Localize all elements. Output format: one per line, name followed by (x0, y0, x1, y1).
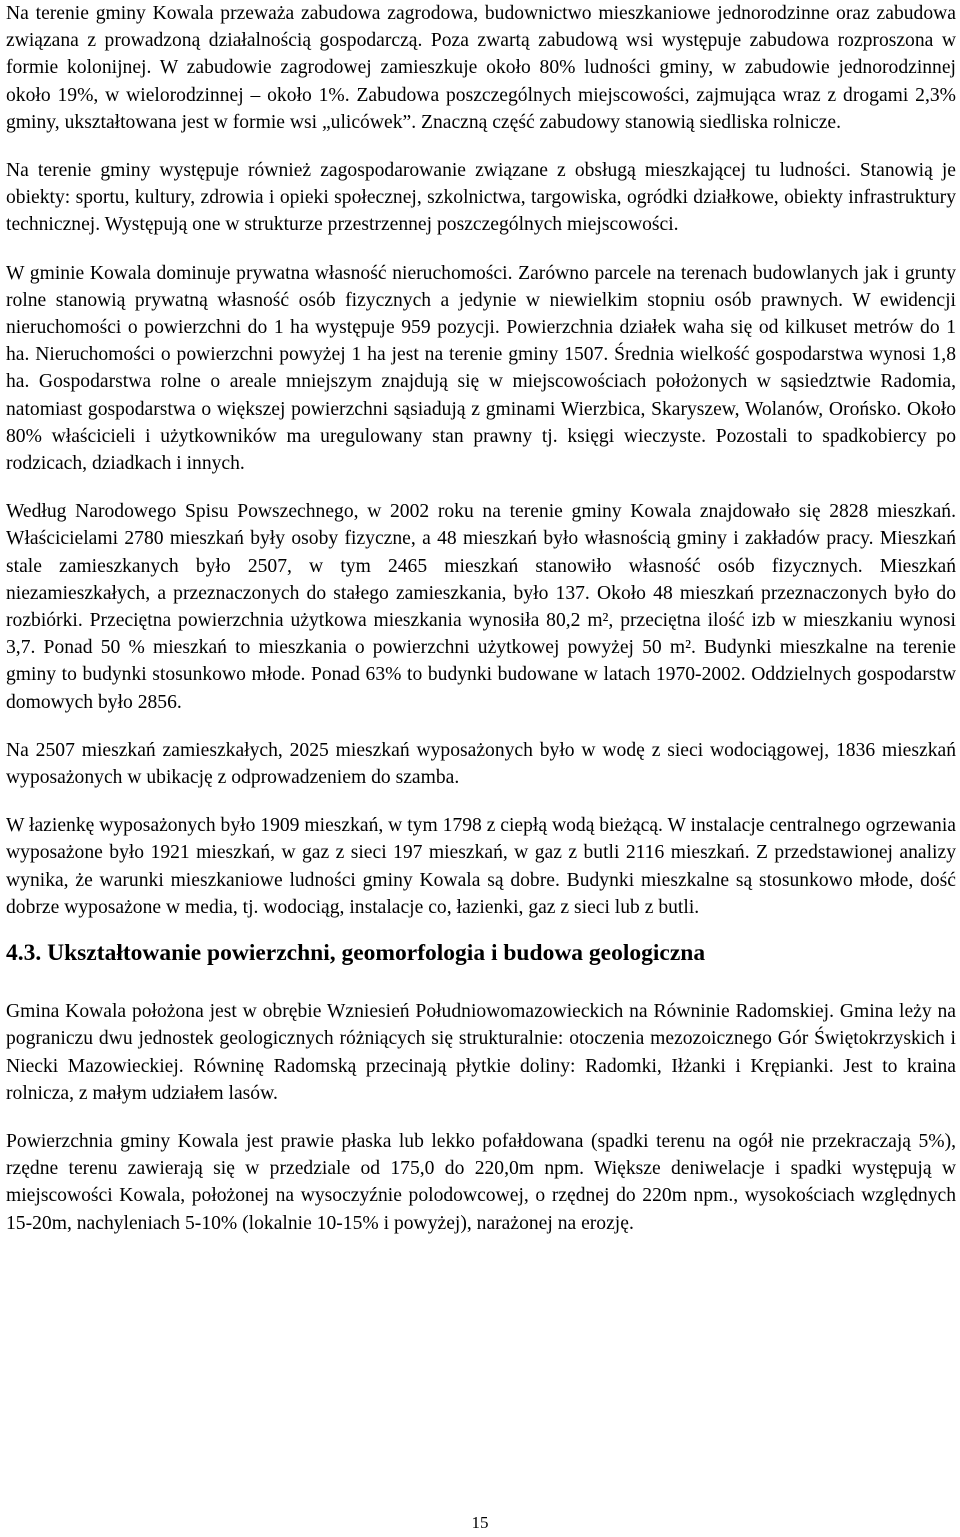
paragraph-wyposazenie: W łazienkę wyposażonych było 1909 mieszkań, w tym 1798 z ciepłą wodą bieżącą. W instalacje centralnego ogrzewania wyposażone było 1921 mieszkań, w gaz z sieci 197 mieszkań, w gaz z butli 2116 mieszkań. Z przedstawionej analizy wynika, że warunki mieszkaniowe ludności gminy Kowala są dobre. Budynki mieszkalne są stosunkowo młode, dość dobrze wyposażone w media, tj. wodociąg, instalacje co, łazienki, gaz z sieci lub z butli. (6, 815, 956, 918)
paragraph-spis-powszechny: Według Narodowego Spisu Powszechnego, w 2002 roku na terenie gminy Kowala znajdowało się 2828 mieszkań. Właścicielami 2780 mieszkań były osoby fizyczne, a 48 mieszkań było własnością gminy i zakładów pracy. Mieszkań stale zamieszkanych było 2507, w tym 2465 mieszkań stanowiło własność osób fizycznych. Mieszkań niezamieszkałych, a przeznaczonych do stałego zamieszkania, było 137. Około 48 mieszkań przeznaczonych było do rozbiórki. Przeciętna powierzchnia użytkowa mieszkania wynosiła 80,2 m², przeciętna ilość izb w mieszkaniu wynosi 3,7. Ponad 50 % mieszkań to mieszkania o powierzchni użytkowej powyżej 50 m². Budynki mieszkalne na terenie gminy to budynki stosunkowo młode. Ponad 63% to budynki budowane w latach 1970-2002. Oddzielnych gospodarstw domowych było 2856. (6, 501, 956, 713)
paragraph-wodociag: Na 2507 mieszkań zamieszkałych, 2025 mieszkań wyposażonych było w wodę z sieci wodociągowej, 1836 mieszkań wyposażonych w ubikację z odprowadzeniem do szamba. (6, 739, 956, 789)
paragraph-zabudowa: Na terenie gminy Kowala przeważa zabudowa zagrodowa, budownictwo mieszkaniowe jednorodzinne oraz zabudowa związana z prowadzoną działalnością gospodarczą. Poza zwartą zabudową wsi występuje zabudowa rozproszona w formie kolonijnej. W zabudowie zagrodowej zamieszkuje około 80% ludności gminy, w zabudowie jednorodzinnej około 19%, w wielorodzinnej – około 1%. Zabudowa poszczególnych miejscowości, zajmująca wraz z drogami 2,3% gminy, ukształtowana jest w formie wsi „ulicówek”. Znaczną część zabudowy stanowią siedliska rolnicze. (6, 3, 956, 133)
paragraph-powierzchnia: Powierzchnia gminy Kowala jest prawie płaska lub lekko pofałdowana (spadki terenu na ogół nie przekraczają 5%), rzędne terenu zawierają się w przedziale od 175,0 do 220,0m npm. Większe deniwelacje i spadki występują w miejscowości Kowala, położonej na wysoczyźnie polodowcowej, o rzędnej do 220m npm., wysokościach względnych 15-20m, nachyleniach 5-10% (lokalnie 10-15% i powyżej), narażonej na erozję. (6, 1130, 956, 1234)
section-heading: 4.3. Ukształtowanie powierzchni, geomorfologia i budowa geologiczna (6, 940, 706, 967)
paragraph-wlasnosc: W gminie Kowala dominuje prywatna własność nieruchomości. Zarówno parcele na terenach budowlanych jak i grunty rolne stanowią prywatną własność osób fizycznych a jedynie w niewielkim stopniu osób prawnych. W ewidencji nieruchomości o powierzchni do 1 ha występuje 959 pozycji. Powierzchnia działek waha się od kilkuset metrów do 1 ha. Nieruchomości o powierzchni powyżej 1 ha jest na terenie gminy 1507. Średnia wielkość gospodarstwa wynosi 1,8 ha. Gospodarstwa rolne o areale mniejszym znajdują się w miejscowościach położonych w sąsiedztwie Radomia, natomiast gospodarstwa o większej powierzchni sąsiadują z gminami Wierzbica, Skaryszew, Wolanów, Orońsko. Około 80% właścicieli i użytkowników ma uregulowany stan prawny tj. księgi wieczyste. Pozostali to spadkobiercy po rodzicach, dziadkach i innych. (6, 262, 956, 475)
paragraph-zagospodarowanie: Na terenie gminy występuje również zagospodarowanie związane z obsługą mieszkającej tu ludności. Stanowią je obiekty: sportu, kultury, zdrowia i opieki społecznej, szkolnictwa, targowiska, ogródki działkowe, obiekty infrastruktury technicznej. Występują one w strukturze przestrzennej poszczególnych miejscowości. (6, 160, 956, 236)
paragraph-polozenie: Gmina Kowala położona jest w obrębie Wzniesień Południowomazowieckich na Równinie Radomskiej. Gmina leży na pograniczu dwu jednostek geologicznych różniących się strukturalnie: otoczenia mezozoicznego Gór Świętokrzyskich i Niecki Mazowieckiej. Równinę Radomską przecinają płytkie doliny: Radomki, Iłżanki i Krępianki. Jest to kraina rolnicza, z małym udziałem lasów. (6, 1001, 956, 1104)
page-number: 15 (471, 1513, 489, 1532)
document-body (6, 0, 956, 1258)
